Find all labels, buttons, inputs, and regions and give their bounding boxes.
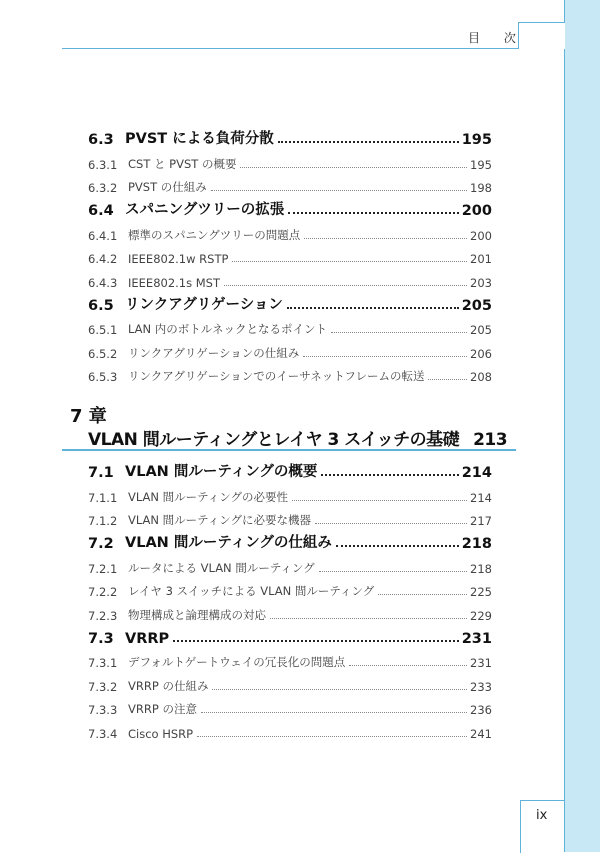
chapter-title: VLAN 間ルーティングとレイヤ 3 スイッチの基礎 [88,430,460,450]
toc-section-entry[interactable] [88,124,492,148]
toc-subsection-entry[interactable] [88,599,492,623]
chapter-rule [62,449,516,451]
toc-leader-dots [304,238,467,239]
toc-entry-number: 7.1.2 [88,514,118,528]
toc-entry-title: VRRP の仕組み [128,678,209,693]
toc-leader-dots [270,618,467,619]
toc-entry-number: 6.3.2 [88,181,118,195]
toc-entry-title: LAN 内のボトルネックとなるポイント [128,322,327,336]
toc-entry-title: スパニングツリーの拡張 [125,202,285,218]
page-number: ix [536,808,548,823]
toc-entry-number: 7.3.3 [88,703,118,717]
chapter-heading[interactable] [88,425,507,450]
toc-entry-page: 233 [470,679,492,694]
toc-entry-title: VLAN 間ルーティングの概要 [125,464,318,480]
toc-entry-title: レイヤ 3 スイッチによる VLAN 間ルーティング [128,584,375,598]
toc-entry-number: 6.5.3 [88,370,118,384]
toc-leader-dots [331,332,467,333]
chapter-label: 7 章 [70,406,107,427]
toc-entry-page: 205 [461,297,492,314]
toc-entry-number: 7.3.2 [88,679,118,694]
toc-leader-dots [303,356,467,357]
toc-entry-number: 6.4.1 [88,228,118,243]
toc-entry-number: 7.2.2 [88,585,118,599]
toc-section-entry[interactable] [88,290,492,314]
toc-entry-title: リンクアグリゲーションの仕組み [128,345,300,360]
toc-leader-dots [173,640,459,642]
toc-subsection-entry[interactable] [88,337,492,361]
chapter-page: 213 [473,430,508,450]
toc-subsection-entry[interactable] [88,172,492,196]
toc-entry-title: VLAN 間ルーティングの必要性 [128,489,289,504]
toc-leader-dots [428,379,467,380]
toc-entry-page: 208 [470,370,492,384]
toc-entry-number: 7.3.1 [88,656,118,670]
toc-entry-page: 236 [470,703,492,717]
toc-entry-title: VLAN 間ルーティングの仕組み [125,535,332,551]
toc-list-chapter-6 [88,124,492,384]
toc-leader-dots [224,285,467,286]
toc-entry-title: PVST の仕組み [128,180,207,194]
toc-subsection-entry[interactable] [88,505,492,529]
toc-leader-dots [232,261,467,262]
toc-leader-dots [287,307,459,309]
toc-entry-page: 218 [470,561,492,576]
toc-subsection-entry[interactable] [88,148,492,172]
toc-entry-page: 231 [470,656,492,670]
toc-entry-page: 217 [470,514,492,528]
toc-section-entry[interactable] [88,195,492,219]
toc-entry-title: IEEE802.1s MST [128,275,221,290]
toc-entry-number: 6.3 [88,132,114,148]
toc-entry-title: デフォルトゲートウェイの冗長化の問題点 [128,655,346,669]
toc-subsection-entry[interactable] [88,694,492,718]
toc-leader-dots [292,500,467,501]
toc-leader-dots [211,190,467,191]
toc-subsection-entry[interactable] [88,266,492,290]
toc-subsection-entry[interactable] [88,361,492,385]
toc-entry-number: 6.5.2 [88,346,118,361]
toc-entry-page: 205 [470,323,492,337]
toc-entry-title: VRRP の注意 [128,702,197,716]
toc-entry-number: 7.1 [88,465,114,481]
toc-leader-dots [378,594,467,595]
toc-entry-number: 6.4.3 [88,275,118,290]
header-rule [62,48,518,49]
toc-subsection-entry[interactable] [88,243,492,267]
toc-entry-title: リンクアグリゲーション [125,296,283,313]
toc-leader-dots [336,545,459,547]
toc-entry-number: 6.4.2 [88,252,118,266]
toc-entry-title: IEEE802.1w RSTP [128,252,229,266]
toc-leader-dots [288,212,459,214]
toc-entry-title: CST と PVST の概要 [128,156,237,171]
toc-list-chapter-7 [88,457,492,741]
toc-entry-title: Cisco HSRP [128,726,194,741]
toc-subsection-entry[interactable] [88,647,492,671]
toc-entry-title: 標準のスパニングツリーの問題点 [128,227,301,242]
running-header-title: 目 次 [468,31,526,45]
toc-leader-dots [319,571,467,572]
right-margin-band [564,0,600,852]
toc-entry-page: 218 [461,536,492,552]
toc-leader-dots [201,712,467,713]
toc-entry-page: 195 [461,132,492,148]
toc-entry-page: 225 [470,585,492,599]
toc-entry-page: 198 [470,181,492,195]
toc-entry-number: 7.2.1 [88,561,118,576]
toc-leader-dots [240,167,467,168]
toc-subsection-entry[interactable] [88,552,492,576]
toc-entry-number: 6.5.1 [88,323,118,337]
toc-section-entry[interactable] [88,457,492,481]
toc-subsection-entry[interactable] [88,717,492,741]
toc-subsection-entry[interactable] [88,481,492,505]
toc-entry-title: リンクアグリゲーションでのイーサネットフレームの転送 [128,369,425,383]
toc-entry-page: 206 [470,346,492,361]
toc-leader-dots [212,689,467,690]
toc-subsection-entry[interactable] [88,314,492,338]
toc-entry-page: 231 [461,630,492,647]
toc-entry-title: PVST による負荷分散 [125,131,274,147]
toc-leader-dots [321,474,458,476]
toc-entry-title: VLAN 間ルーティングに必要な機器 [128,513,312,527]
toc-entry-title: 物理構成と論理構成の対応 [128,607,266,622]
toc-section-entry[interactable] [88,528,492,552]
toc-entry-number: 7.3.4 [88,726,118,741]
toc-leader-dots [278,141,459,143]
toc-entry-number: 7.2.3 [88,608,118,623]
toc-leader-dots [197,736,467,737]
toc-entry-page: 201 [470,252,492,266]
toc-entry-number: 7.2 [88,536,114,552]
toc-subsection-entry[interactable] [88,576,492,600]
toc-entry-title: VRRP [125,630,170,647]
toc-entry-page: 214 [470,490,492,505]
toc-subsection-entry[interactable] [88,670,492,694]
toc-entry-page: 203 [470,275,492,290]
toc-subsection-entry[interactable] [88,219,492,243]
toc-leader-dots [315,523,467,524]
toc-entry-page: 195 [470,157,492,172]
toc-entry-page: 214 [461,465,492,481]
toc-entry-number: 7.1.1 [88,490,118,505]
toc-entry-title: ルータによる VLAN 間ルーティング [128,560,315,575]
toc-entry-number: 6.3.1 [88,157,118,172]
toc-entry-page: 200 [470,228,492,243]
toc-leader-dots [349,665,467,666]
toc-entry-page: 229 [470,608,492,623]
toc-entry-number: 6.5 [88,297,114,314]
toc-entry-number: 7.3 [88,630,114,647]
toc-entry-number: 6.4 [88,203,114,219]
toc-entry-page: 241 [470,726,492,741]
toc-entry-page: 200 [461,203,492,219]
toc-section-entry[interactable] [88,623,492,647]
